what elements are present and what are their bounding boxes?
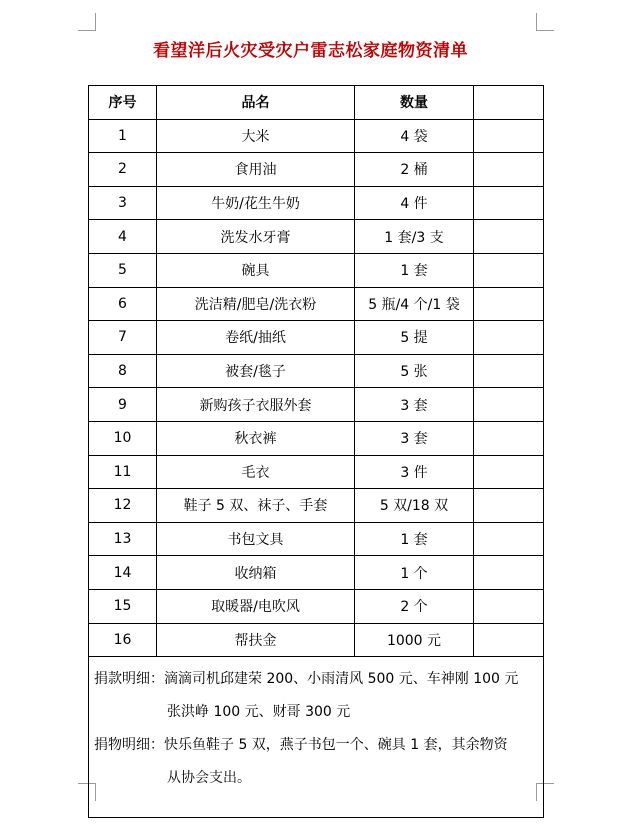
- row-quantity: 5 提: [355, 321, 474, 355]
- row-blank: [474, 186, 544, 220]
- row-quantity: 3 套: [355, 421, 474, 455]
- row-number: 11: [89, 455, 157, 489]
- notes-cell: [89, 657, 544, 818]
- row-number: 5: [89, 253, 157, 287]
- table-row: [89, 153, 544, 187]
- table-row: [89, 623, 544, 657]
- table-row: [89, 489, 544, 523]
- header-item-name: 品名: [157, 86, 355, 120]
- row-item-name: 牛奶/花生牛奶: [157, 186, 355, 220]
- row-number: 12: [89, 489, 157, 523]
- row-quantity: 1000 元: [355, 623, 474, 657]
- row-item-name: 被套/毯子: [157, 354, 355, 388]
- row-number: 13: [89, 522, 157, 556]
- row-blank: [474, 421, 544, 455]
- row-quantity: 3 套: [355, 388, 474, 422]
- supplies-table: [88, 85, 544, 818]
- row-blank: [474, 489, 544, 523]
- row-number: 16: [89, 623, 157, 657]
- row-quantity: 5 双/18 双: [355, 489, 474, 523]
- document-title: 看望洋后火灾受灾户雷志松家庭物资清单: [153, 41, 468, 61]
- crop-mark-top-left-v: [95, 13, 96, 31]
- table-row: [89, 455, 544, 489]
- table-row: [89, 589, 544, 623]
- row-blank: [474, 220, 544, 254]
- row-quantity: 4 件: [355, 186, 474, 220]
- header-quantity: 数量: [355, 86, 474, 120]
- row-number: 2: [89, 153, 157, 187]
- row-blank: [474, 455, 544, 489]
- row-blank: [474, 253, 544, 287]
- row-item-name: 碗具: [157, 253, 355, 287]
- cash-donation-line-1: 捐款明细：滴滴司机邱建荣 200、小雨清风 500 元、车神刚 100 元: [94, 671, 519, 688]
- row-item-name: 新购孩子衣服外套: [157, 388, 355, 422]
- row-number: 3: [89, 186, 157, 220]
- table-row: [89, 220, 544, 254]
- notes-row: [89, 657, 544, 818]
- goods-donation-line-2: 从协会支出。: [167, 770, 251, 787]
- row-blank: [474, 388, 544, 422]
- cash-donation-line-2: 张洪峥 100 元、财哥 300 元: [167, 704, 351, 721]
- row-blank: [474, 589, 544, 623]
- row-item-name: 鞋子 5 双、袜子、手套: [157, 489, 355, 523]
- row-item-name: 收纳箱: [157, 556, 355, 590]
- crop-mark-top-right-v: [536, 13, 537, 31]
- row-item-name: 洗发水牙膏: [157, 220, 355, 254]
- row-quantity: 1 套: [355, 253, 474, 287]
- row-blank: [474, 321, 544, 355]
- table-row: [89, 119, 544, 153]
- table-row: [89, 421, 544, 455]
- row-item-name: 食用油: [157, 153, 355, 187]
- row-item-name: 卷纸/抽纸: [157, 321, 355, 355]
- table-row: [89, 287, 544, 321]
- row-item-name: 毛衣: [157, 455, 355, 489]
- row-item-name: 取暖器/电吹风: [157, 589, 355, 623]
- row-blank: [474, 287, 544, 321]
- row-item-name: 书包文具: [157, 522, 355, 556]
- row-number: 6: [89, 287, 157, 321]
- row-quantity: 2 个: [355, 589, 474, 623]
- row-quantity: 2 桶: [355, 153, 474, 187]
- row-blank: [474, 623, 544, 657]
- row-number: 8: [89, 354, 157, 388]
- table-row: [89, 354, 544, 388]
- table-row: [89, 186, 544, 220]
- table-row: [89, 321, 544, 355]
- row-quantity: 5 张: [355, 354, 474, 388]
- row-item-name: 帮扶金: [157, 623, 355, 657]
- row-quantity: 1 套/3 支: [355, 220, 474, 254]
- table-row: [89, 556, 544, 590]
- row-item-name: 大米: [157, 119, 355, 153]
- table-row: [89, 522, 544, 556]
- row-quantity: 5 瓶/4 个/1 袋: [355, 287, 474, 321]
- row-item-name: 洗洁精/肥皂/洗衣粉: [157, 287, 355, 321]
- row-quantity: 1 个: [355, 556, 474, 590]
- row-number: 14: [89, 556, 157, 590]
- row-number: 1: [89, 119, 157, 153]
- row-number: 4: [89, 220, 157, 254]
- row-number: 15: [89, 589, 157, 623]
- goods-donation-line-1: 捐物明细：快乐鱼鞋子 5 双，燕子书包一个、碗具 1 套，其余物资: [94, 737, 508, 754]
- row-blank: [474, 153, 544, 187]
- row-blank: [474, 556, 544, 590]
- row-item-name: 秋衣裤: [157, 421, 355, 455]
- crop-mark-top-right-h: [536, 30, 554, 31]
- row-quantity: 3 件: [355, 455, 474, 489]
- row-blank: [474, 119, 544, 153]
- row-number: 7: [89, 321, 157, 355]
- header-blank: [474, 86, 544, 120]
- row-quantity: 4 袋: [355, 119, 474, 153]
- header-number: 序号: [89, 86, 157, 120]
- crop-mark-top-left-h: [78, 30, 96, 31]
- row-blank: [474, 354, 544, 388]
- row-number: 9: [89, 388, 157, 422]
- table-row: [89, 388, 544, 422]
- row-quantity: 1 套: [355, 522, 474, 556]
- table-row: [89, 253, 544, 287]
- row-blank: [474, 522, 544, 556]
- row-number: 10: [89, 421, 157, 455]
- table-header-row: [89, 86, 544, 120]
